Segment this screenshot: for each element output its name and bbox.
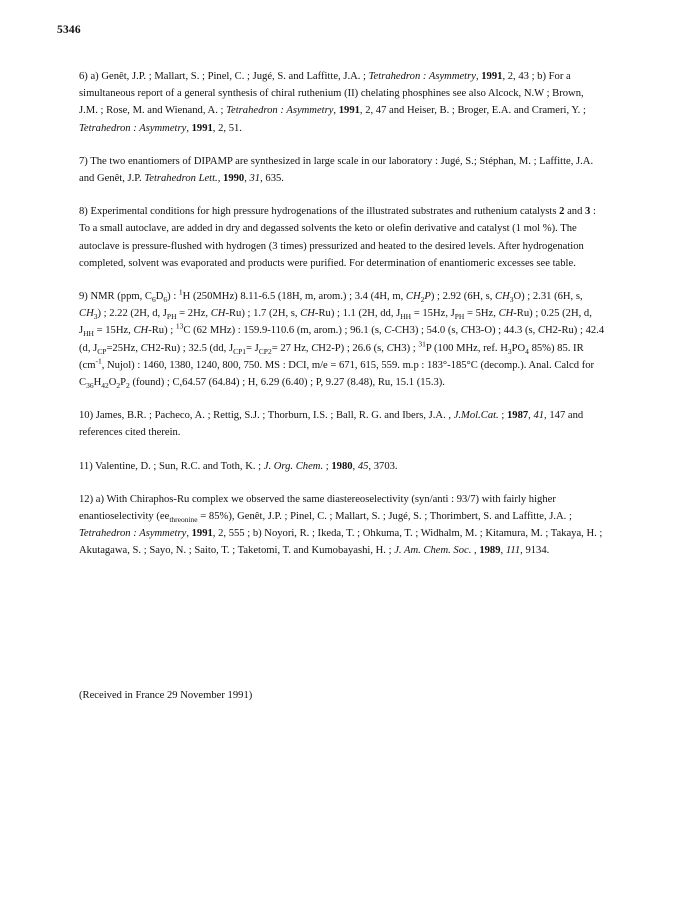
reference-text: O) ; 2.31 (6H, s, — [513, 291, 583, 303]
reference-text: , 147 and references cited therein. — [79, 410, 584, 439]
reference-text: CH — [300, 308, 315, 320]
reference-text: Tetrahedron : Asymmetry — [79, 528, 187, 540]
reference-text: , 9134. — [520, 545, 550, 557]
reference-text: C — [384, 325, 392, 337]
reference-text: C — [140, 342, 148, 354]
reference-text: 3 — [585, 206, 591, 218]
reference-text: -CH3) ; 54.0 (s, — [391, 325, 461, 337]
reference-text: , — [333, 105, 339, 117]
reference-text: and — [564, 206, 586, 218]
reference-text: , — [471, 545, 480, 557]
reference-text: = 5Hz, — [464, 308, 499, 320]
reference-text: 111 — [505, 545, 521, 557]
reference-10 — [79, 407, 605, 441]
reference-text: 85%) 85. IR (cm — [79, 342, 584, 371]
reference-text: , — [352, 460, 358, 472]
reference-text: Tetrahedron : Asymmetry — [368, 71, 476, 82]
reference-text: 3 — [509, 295, 514, 305]
reference-text: , 2, 51. — [212, 122, 242, 134]
reference-text: C — [386, 342, 394, 354]
reference-12 — [79, 491, 605, 560]
reference-text: , — [528, 410, 534, 422]
reference-text: 1991 — [481, 71, 503, 82]
reference-text: 41 — [533, 410, 545, 422]
reference-text: = 2Hz, — [176, 308, 211, 320]
received-date: (Received in France 29 November 1991) — [79, 690, 253, 701]
reference-text: , — [500, 545, 506, 557]
reference-text: 8) Experimental conditions for high pressure hydrogenations of the illustrated substrates and ruthenium catalysts — [79, 206, 560, 218]
reference-text: CH — [405, 291, 421, 303]
reference-text: J. Org. Chem. — [263, 460, 324, 472]
reference-text: 3 — [93, 312, 98, 322]
reference-8 — [79, 203, 605, 272]
reference-text: 10) James, B.R. ; Pacheco, A. ; Rettig, S.J. ; Thorburn, I.S. ; Ball, R. G. and Ibers, J.A. , — [79, 410, 454, 422]
reference-text: = 27 Hz, — [271, 342, 312, 354]
reference-text: H2-Ru) ; 32.5 (dd, J — [147, 342, 234, 354]
reference-text: 2 — [116, 381, 121, 391]
reference-text: 6) a) Genêt, J.P. ; Mallart, S. ; Pinel, C. ; Jugé, S. and Laffitte, J.A. ; — [79, 71, 369, 82]
reference-text: HH — [83, 329, 94, 339]
reference-text: HH — [400, 312, 412, 322]
reference-text: 2 — [420, 295, 425, 305]
reference-text: 6 — [163, 295, 168, 305]
reference-text: = J — [246, 342, 259, 354]
reference-text: , — [186, 528, 192, 540]
reference-text: -1 — [95, 356, 102, 366]
reference-text: CH — [210, 308, 226, 320]
reference-text: CP — [97, 346, 107, 356]
reference-text: 1990 — [223, 173, 245, 185]
reference-text: = 85%), Genêt, J.P. ; Pinel, C. ; Mallart, S. ; Jugé, S. ; Thorimbert, S. and Laffitte, J.A. ; — [197, 511, 572, 523]
reference-text: J. Am. Chem. Soc. — [394, 545, 472, 557]
reference-text: 4 — [525, 346, 529, 356]
reference-text: ; — [323, 460, 332, 472]
reference-text: O — [108, 377, 117, 389]
reference-text: Tetrahedron Lett. — [144, 173, 218, 185]
reference-text: : To a small autoclave, are added in dry and degassed solvents the keto or olefin derivative and catalyst (1 mol %). The autoclave is pressure-flushed with hydrogen (3 times) pressurized and heated to the desired levels. After hydrogenation completed, solvent was evaporated and products were purified. For determination of enantiomeric excesses see table. — [79, 206, 596, 269]
reference-text: 1991 — [191, 122, 213, 134]
reference-text: C — [460, 325, 468, 337]
reference-text: PH — [454, 312, 465, 322]
reference-text: ) ; 2.22 (2H, d, J — [97, 308, 167, 320]
reference-list — [79, 68, 605, 576]
reference-text: , — [217, 173, 224, 185]
reference-text: H (250MHz) 8.11-6.5 (18H, m, arom.) ; 3.4 (4H, m, — [182, 291, 406, 303]
reference-text: PO — [511, 342, 526, 354]
reference-text: J.Mol.Cat. — [453, 410, 499, 422]
reference-text: , 2, 43 ; b) For a simultaneous report of a general synthesis of chiral ruthenium (II) chelating phosphines see also Alcock, N.W ; Brown, J.M. ; Rose, M. and Wienand, A. ; — [79, 71, 584, 117]
reference-text: CP1 — [233, 346, 247, 356]
reference-text: =25Hz, — [106, 342, 141, 354]
reference-text: P — [424, 291, 431, 303]
reference-text: H — [93, 377, 102, 389]
reference-text: , 635. — [260, 173, 284, 185]
reference-text: 36 — [86, 381, 94, 391]
reference-text: -Ru) ; 0.25 (2H, d, J — [79, 308, 592, 337]
reference-11 — [79, 458, 605, 475]
reference-text: 42 — [101, 381, 109, 391]
reference-text: = 15Hz, J — [411, 308, 455, 320]
reference-6 — [79, 68, 605, 137]
reference-text: 12) a) With Chiraphos-Ru complex we observed the same diastereoselectivity (syn/anti : 93/7) with fairly higher enantioselectivity (ee — [79, 493, 556, 523]
reference-text: PH — [166, 312, 177, 322]
reference-text: C — [311, 342, 319, 354]
reference-text: -Ru) ; 1.1 (2H, dd, J — [314, 308, 401, 320]
reference-text: D — [155, 291, 164, 303]
reference-text: P (100 MHz, ref. H — [425, 342, 508, 354]
reference-text: 1 — [178, 287, 183, 297]
reference-text: CP2 — [258, 346, 272, 356]
reference-text: 31 — [418, 339, 426, 349]
reference-text: ) : — [167, 291, 179, 303]
reference-text: 45 — [357, 460, 369, 472]
reference-9 — [79, 288, 605, 391]
reference-text: , — [186, 122, 192, 134]
reference-text: -Ru) ; 1.7 (2H, s, — [225, 308, 301, 320]
reference-text: (found) ; C,64.57 (64.84) ; H, 6.29 (6.40) ; P, 9.27 (8.48), Ru, 15.1 (15.3). — [129, 377, 445, 389]
reference-text: 2 — [126, 381, 130, 391]
reference-text: 1980 — [331, 460, 353, 472]
reference-text: CH — [498, 308, 514, 320]
reference-text: 11) Valentine, D. ; Sun, R.C. and Toth, K. ; — [79, 460, 264, 472]
reference-text: , — [475, 71, 482, 82]
reference-text: 2 — [559, 206, 565, 218]
reference-text: Tetrahedron : Asymmetry — [226, 105, 334, 117]
reference-text: 13 — [175, 321, 184, 331]
page-number: 5346 — [57, 24, 81, 36]
reference-text: , 3703. — [368, 460, 398, 472]
reference-7 — [79, 153, 605, 187]
reference-text: , 2, 555 ; b) Noyori, R. ; Ikeda, T. ; Ohkuma, T. ; Widhalm, M. ; Kitamura, M. ; Takaya, H. ; Akutagawa, S. ; Sayo, N. ; Saito, T. ; Taketomi, T. and Kumobayashi, H. ; — [79, 528, 603, 557]
reference-text: H2-Ru) ; 42.4 (d, J — [79, 325, 605, 354]
reference-text: Tetrahedron : Asymmetry — [79, 122, 187, 134]
reference-text: ; — [498, 410, 507, 422]
reference-text: H2-P) ; 26.6 (s, — [318, 342, 387, 354]
reference-text: , — [244, 173, 250, 185]
reference-text: -Ru) ; — [148, 325, 176, 337]
reference-text: 9) NMR (ppm, C — [79, 291, 152, 303]
reference-text: 1989 — [479, 545, 501, 557]
reference-text: H3-O) ; 44.3 (s, — [467, 325, 538, 337]
reference-text: ) ; 2.92 (6H, s, — [430, 291, 495, 303]
reference-text: C (62 MHz) : 159.9-110.6 (m, arom.) ; 96.1 (s, — [183, 325, 385, 337]
reference-text: 7) The two enantiomers of DIPAMP are synthesized in large scale in our laboratory : Jugé, S.; Stéphan, M. ; Laffitte, J.A. and Genêt, J.P. — [79, 155, 594, 185]
reference-text: , Nujol) : 1460, 1380, 1240, 800, 750. MS : DCI, m/e = 671, 615, 559. m.p : 183°-185°C (decomp.). Anal. Calcd for C — [79, 359, 595, 389]
reference-text: CH — [133, 325, 149, 337]
reference-text: 31 — [249, 173, 261, 185]
reference-text: P — [120, 377, 127, 389]
reference-text: = 15Hz, — [93, 325, 134, 337]
reference-text: 6 — [151, 295, 156, 305]
reference-text: 1987 — [506, 410, 529, 422]
reference-text: H3) ; — [393, 342, 419, 354]
reference-text: , 2, 47 and Heiser, B. ; Broger, E.A. and Crameri, Y. ; — [359, 105, 586, 117]
reference-text: C — [537, 325, 545, 337]
reference-text: 3 — [507, 346, 512, 356]
reference-text: 1991 — [191, 528, 213, 540]
reference-text: CH — [495, 291, 510, 303]
reference-text: threonine — [169, 515, 198, 525]
reference-text: CH — [79, 308, 94, 320]
reference-text: 1991 — [338, 105, 360, 117]
